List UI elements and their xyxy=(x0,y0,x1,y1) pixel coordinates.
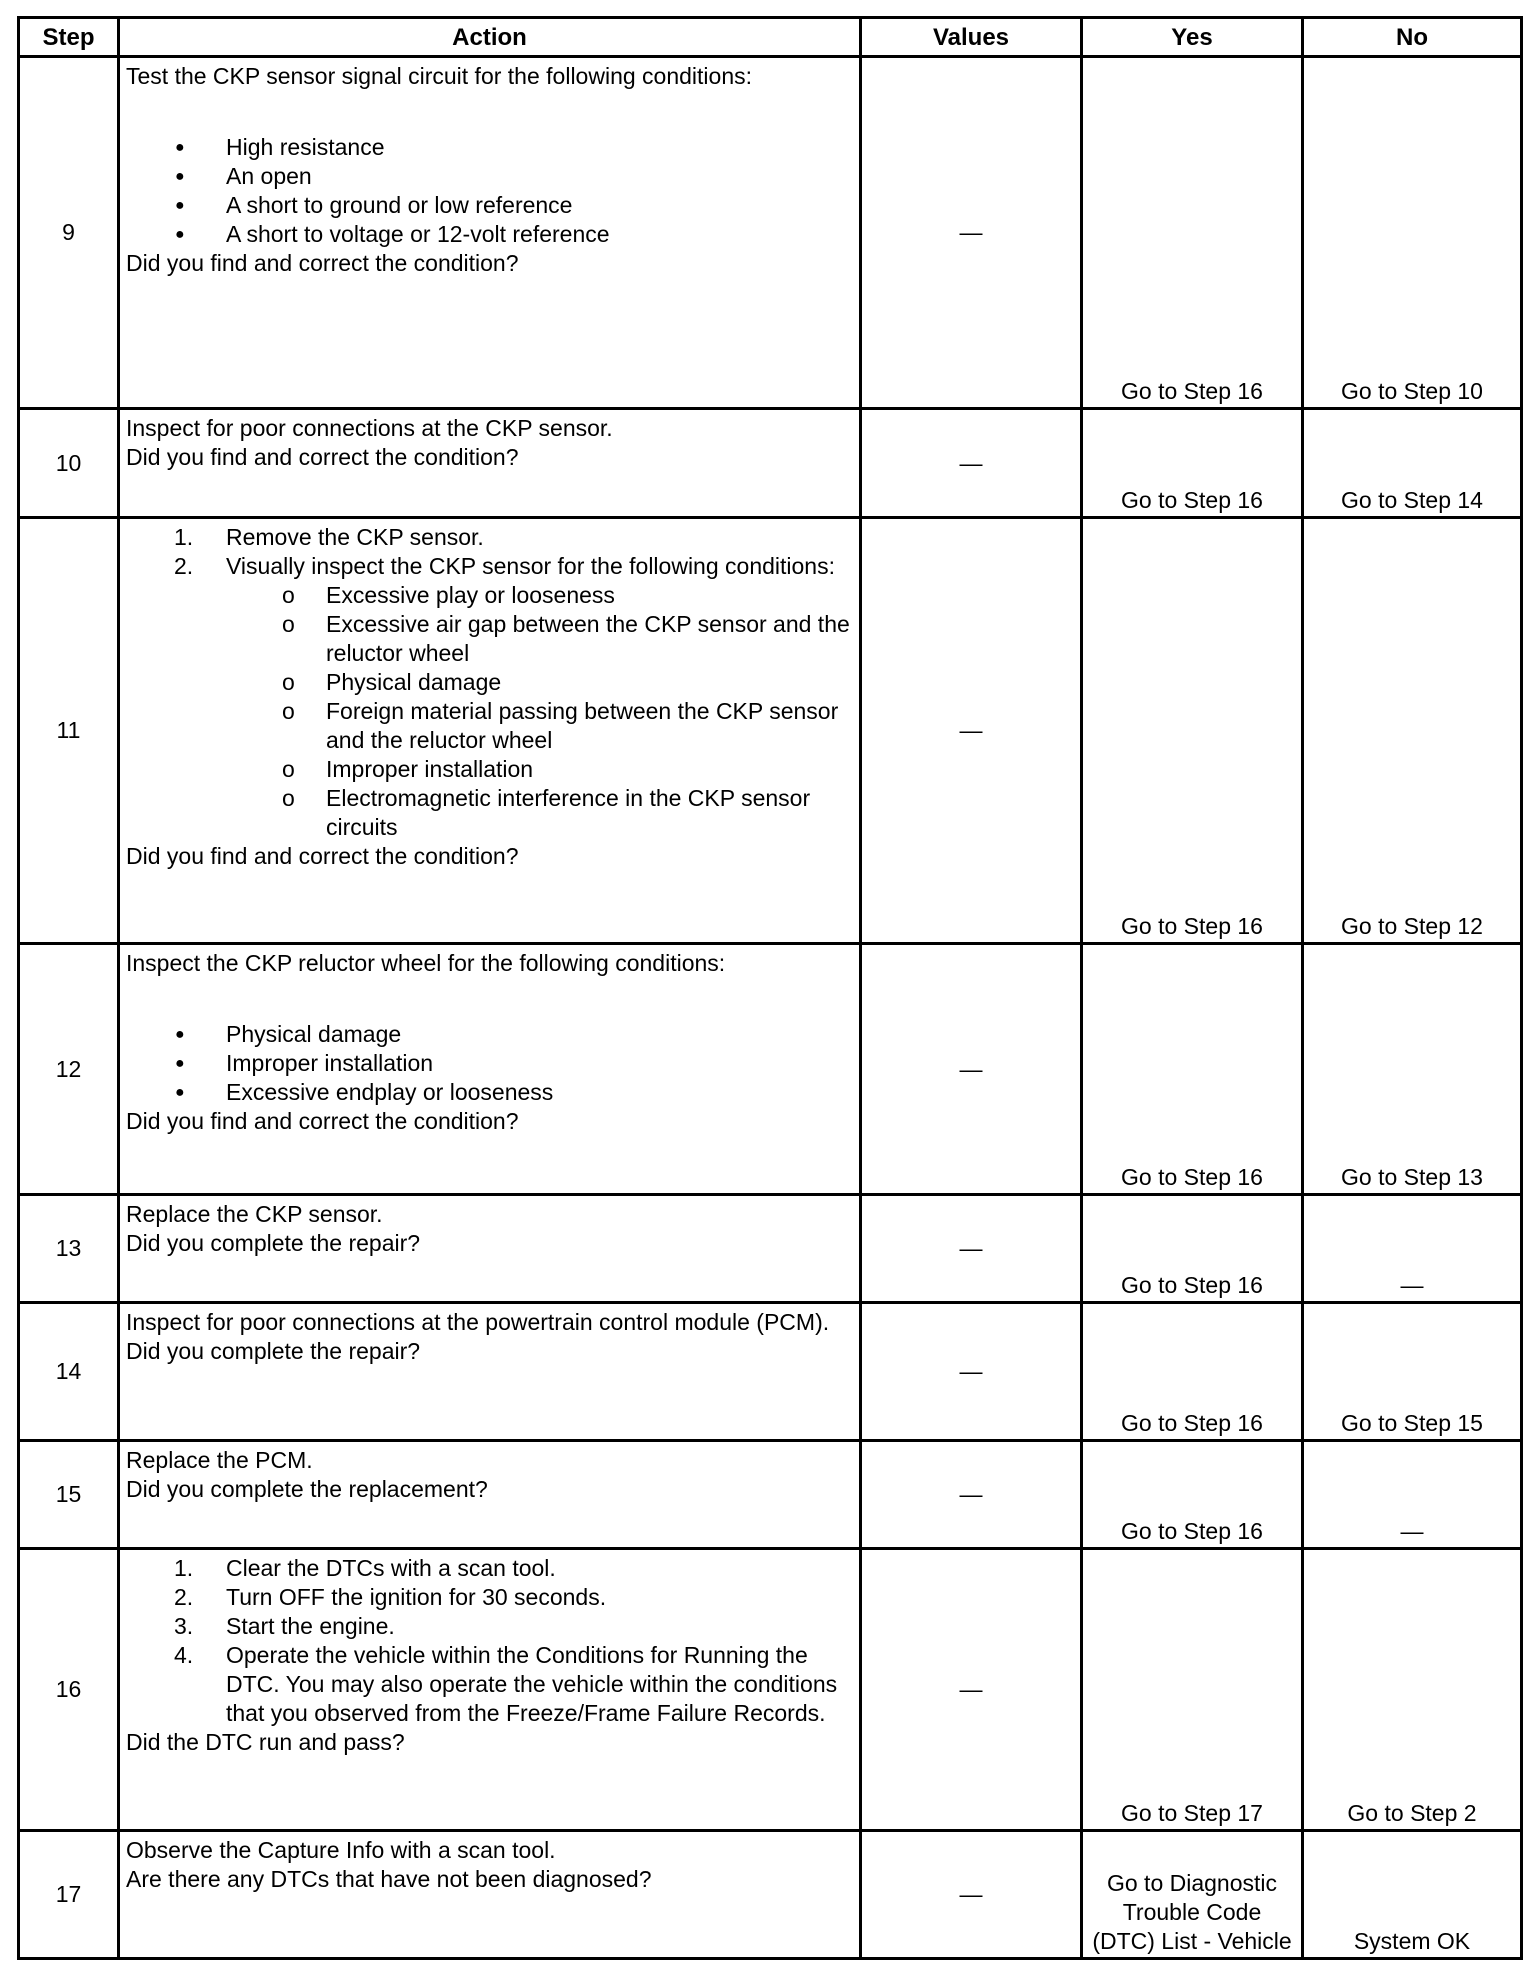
no-answer: — xyxy=(1400,1272,1424,1298)
list-item xyxy=(126,1641,855,1728)
yes-answer: Go to Step 16 xyxy=(1121,487,1263,513)
list-item xyxy=(126,523,855,552)
no-answer: Go to Step 14 xyxy=(1341,487,1483,513)
action-intro: Inspect for poor connections at the CKP sensor. xyxy=(126,415,613,441)
step-number: 12 xyxy=(19,944,119,1195)
yes-answer: Go to Step 16 xyxy=(1121,1518,1263,1544)
item-text: Operate the vehicle within the Conditions for Running the DTC. You may also operate the vehicle within the conditions that you observed from the Freeze/Frame Failure Records. xyxy=(226,1642,838,1726)
diagnostic-steps-table xyxy=(17,16,1523,1960)
action-question: Did the DTC run and pass? xyxy=(126,1729,405,1755)
no-cell xyxy=(1303,1195,1522,1303)
list-item: ● High resistance xyxy=(126,133,855,162)
action-question: Did you find and correct the condition? xyxy=(126,1108,519,1134)
yes-cell xyxy=(1082,57,1303,409)
list-item xyxy=(126,1583,855,1612)
header-step: Step xyxy=(19,18,119,57)
no-cell xyxy=(1303,57,1522,409)
action-cell xyxy=(119,944,861,1195)
action-question: Did you complete the replacement? xyxy=(126,1476,488,1502)
values-cell: — xyxy=(861,1195,1082,1303)
action-intro: Observe the Capture Info with a scan tool. xyxy=(126,1837,556,1863)
no-answer: Go to Step 10 xyxy=(1341,378,1483,404)
yes-answer: Go to Step 16 xyxy=(1121,378,1263,404)
list-item: ● A short to ground or low reference xyxy=(126,191,855,220)
item-text: Remove the CKP sensor. xyxy=(226,524,484,550)
yes-answer: Go to Diagnostic Trouble Code (DTC) List - Vehicle xyxy=(1092,1870,1292,1954)
action-cell xyxy=(119,518,861,944)
condition-list xyxy=(126,1020,855,1107)
action-cell xyxy=(119,57,861,409)
no-answer: Go to Step 12 xyxy=(1341,913,1483,939)
item-number: 1. xyxy=(174,1555,194,1581)
no-cell xyxy=(1303,1831,1522,1959)
procedure-list xyxy=(126,523,855,842)
yes-cell xyxy=(1082,1441,1303,1549)
procedure-list xyxy=(126,1554,855,1728)
action-question: Did you find and correct the condition? xyxy=(126,843,519,869)
step-number: 15 xyxy=(19,1441,119,1549)
action-question: Did you find and correct the condition? xyxy=(126,250,519,276)
yes-answer: Go to Step 16 xyxy=(1121,913,1263,939)
yes-cell xyxy=(1082,1549,1303,1831)
step-number: 11 xyxy=(19,518,119,944)
step-number: 16 xyxy=(19,1549,119,1831)
table-row xyxy=(19,1195,1522,1303)
no-cell xyxy=(1303,1441,1522,1549)
step-number: 13 xyxy=(19,1195,119,1303)
values-cell: — xyxy=(861,1303,1082,1441)
yes-answer: Go to Step 17 xyxy=(1121,1800,1263,1826)
no-cell xyxy=(1303,1303,1522,1441)
no-cell xyxy=(1303,944,1522,1195)
item-number: 3. xyxy=(174,1613,194,1639)
sub-condition-list xyxy=(226,581,855,842)
header-values: Values xyxy=(861,18,1082,57)
action-question: Did you complete the repair? xyxy=(126,1230,421,1256)
values-cell: — xyxy=(861,1549,1082,1831)
yes-cell xyxy=(1082,1303,1303,1441)
table-row xyxy=(19,1831,1522,1959)
no-answer: System OK xyxy=(1353,1928,1471,1954)
yes-cell xyxy=(1082,409,1303,518)
list-item: ● An open xyxy=(126,162,855,191)
values-cell: — xyxy=(861,409,1082,518)
action-question: Did you find and correct the condition? xyxy=(126,444,519,470)
list-item: o Electromagnetic interference in the CKP sensor circuits xyxy=(226,784,855,842)
item-number: 4. xyxy=(174,1642,194,1668)
values-cell: — xyxy=(861,1441,1082,1549)
no-answer: Go to Step 2 xyxy=(1347,1800,1477,1826)
yes-answer: Go to Step 16 xyxy=(1121,1164,1263,1190)
values-cell: — xyxy=(861,518,1082,944)
no-answer: Go to Step 15 xyxy=(1341,1410,1483,1436)
action-intro: Test the CKP sensor signal circuit for the following conditions: xyxy=(126,63,752,89)
table-row xyxy=(19,57,1522,409)
yes-cell xyxy=(1082,1831,1303,1959)
yes-cell xyxy=(1082,518,1303,944)
list-item: o Foreign material passing between the CKP sensor and the reluctor wheel xyxy=(226,697,855,755)
item-number: 1. xyxy=(174,524,194,550)
no-cell xyxy=(1303,518,1522,944)
list-item xyxy=(126,1554,855,1583)
step-number: 14 xyxy=(19,1303,119,1441)
values-cell: — xyxy=(861,944,1082,1195)
table-row xyxy=(19,518,1522,944)
action-question: Did you complete the repair? xyxy=(126,1338,421,1364)
item-text: Visually inspect the CKP sensor for the following conditions: xyxy=(226,553,835,579)
item-text: Clear the DTCs with a scan tool. xyxy=(226,1555,556,1581)
no-cell xyxy=(1303,1549,1522,1831)
step-number: 17 xyxy=(19,1831,119,1959)
no-answer: — xyxy=(1400,1518,1424,1544)
list-item: ● A short to voltage or 12-volt reference xyxy=(126,220,855,249)
list-item xyxy=(126,552,855,842)
step-number: 10 xyxy=(19,409,119,518)
list-item: o Improper installation xyxy=(226,755,855,784)
list-item: ● Excessive endplay or looseness xyxy=(126,1078,855,1107)
action-intro: Replace the PCM. xyxy=(126,1447,313,1473)
yes-cell xyxy=(1082,1195,1303,1303)
action-question: Are there any DTCs that have not been diagnosed? xyxy=(126,1866,652,1892)
action-intro: Replace the CKP sensor. xyxy=(126,1201,383,1227)
yes-answer: Go to Step 16 xyxy=(1121,1410,1263,1436)
table-row xyxy=(19,1549,1522,1831)
values-cell: — xyxy=(861,57,1082,409)
table-row xyxy=(19,944,1522,1195)
list-item: o Excessive air gap between the CKP sensor and the reluctor wheel xyxy=(226,610,855,668)
yes-answer: Go to Step 16 xyxy=(1121,1272,1263,1298)
header-action: Action xyxy=(119,18,861,57)
item-number: 2. xyxy=(174,553,194,579)
list-item: o Physical damage xyxy=(226,668,855,697)
no-answer: Go to Step 13 xyxy=(1341,1164,1483,1190)
action-cell xyxy=(119,1831,861,1959)
list-item xyxy=(126,1612,855,1641)
header-no: No xyxy=(1303,18,1522,57)
action-cell xyxy=(119,1549,861,1831)
item-text: Start the engine. xyxy=(226,1613,395,1639)
no-cell xyxy=(1303,409,1522,518)
step-number: 9 xyxy=(19,57,119,409)
action-cell xyxy=(119,409,861,518)
action-cell xyxy=(119,1441,861,1549)
action-cell xyxy=(119,1303,861,1441)
action-intro: Inspect the CKP reluctor wheel for the following conditions: xyxy=(126,950,726,976)
list-item: o Excessive play or looseness xyxy=(226,581,855,610)
header-yes: Yes xyxy=(1082,18,1303,57)
table-row xyxy=(19,409,1522,518)
condition-list xyxy=(126,133,855,249)
action-intro: Inspect for poor connections at the powertrain control module (PCM). xyxy=(126,1309,830,1335)
list-item: ● Improper installation xyxy=(126,1049,855,1078)
yes-cell xyxy=(1082,944,1303,1195)
header-row xyxy=(19,18,1522,57)
item-number: 2. xyxy=(174,1584,194,1610)
values-cell: — xyxy=(861,1831,1082,1959)
list-item: ● Physical damage xyxy=(126,1020,855,1049)
table-row xyxy=(19,1441,1522,1549)
item-text: Turn OFF the ignition for 30 seconds. xyxy=(226,1584,607,1610)
table-row xyxy=(19,1303,1522,1441)
action-cell xyxy=(119,1195,861,1303)
